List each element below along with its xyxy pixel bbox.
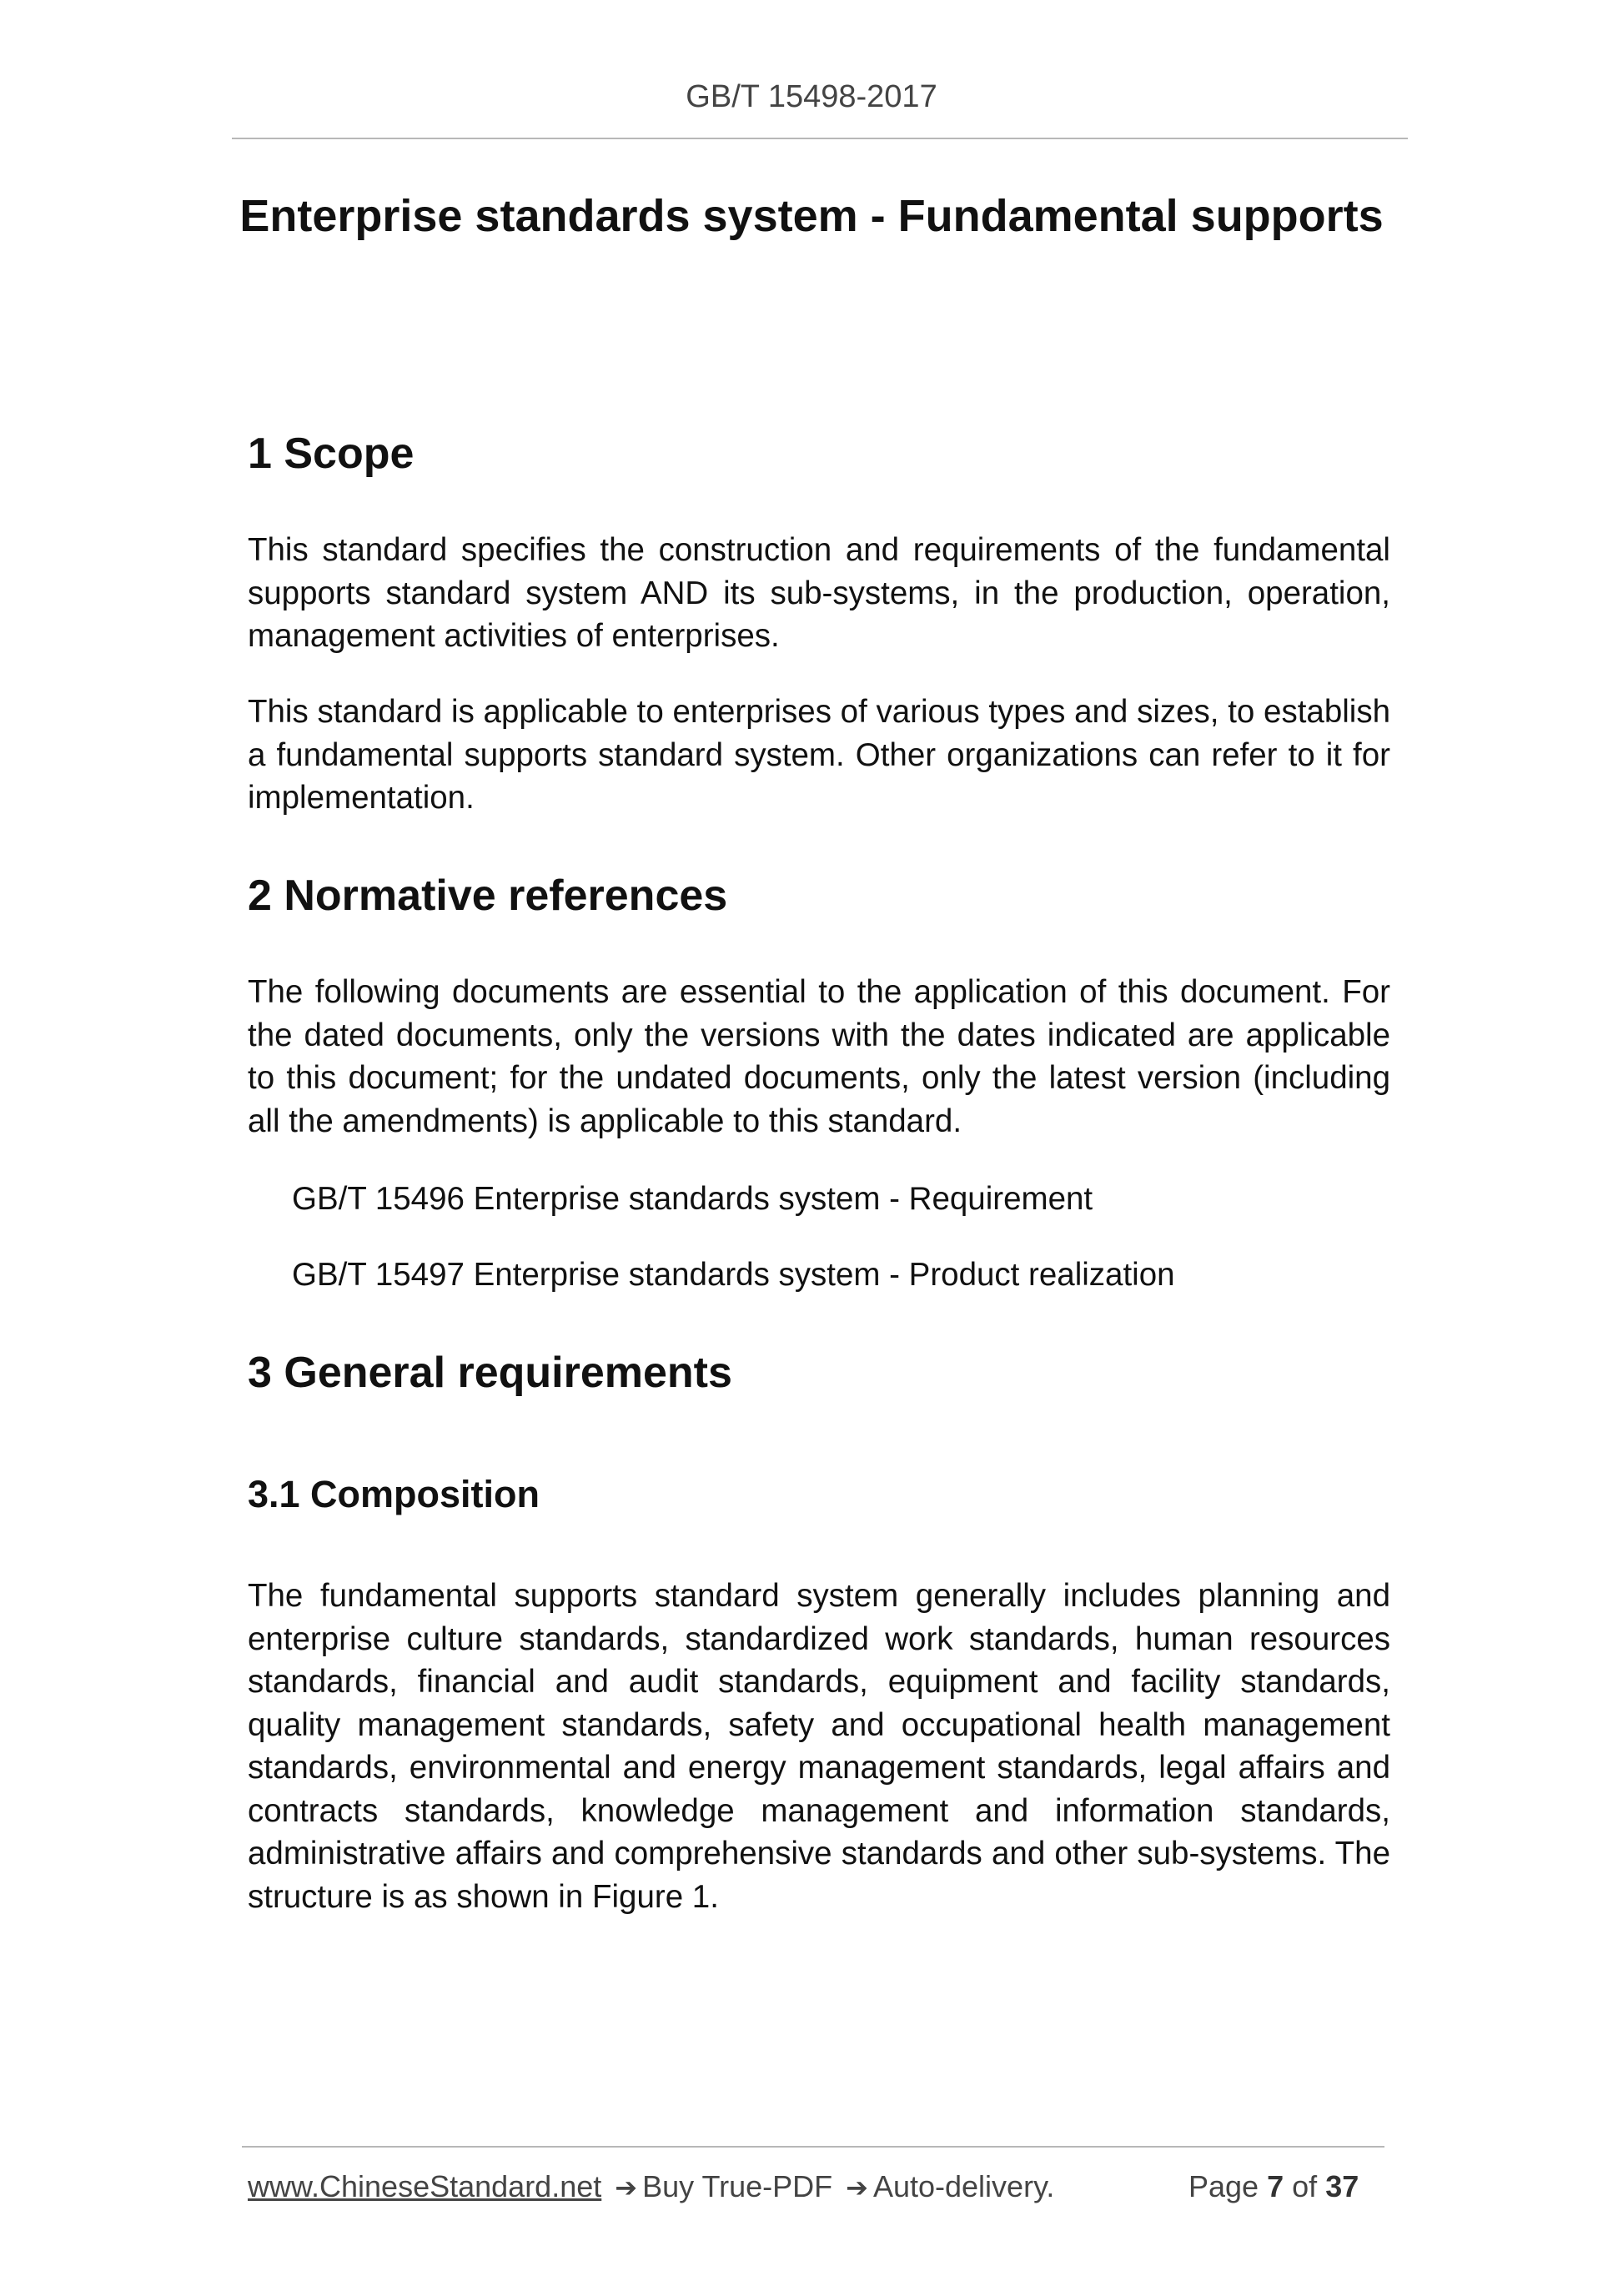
scope-paragraph-2: This standard is applicable to enterprises of various types and sizes, to establish a fundamental supports standard system. Other organizations can refer to it for implementation. (248, 694, 1390, 816)
header-divider (232, 138, 1408, 139)
document-title: Enterprise standards system - Fundamental supports (239, 191, 1384, 241)
reference-item: GB/T 15497 Enterprise standards system - Product realization (292, 1257, 1175, 1293)
section-heading-general-requirements: 3 General requirements (248, 1349, 732, 1397)
subsection-heading-composition: 3.1 Composition (248, 1473, 540, 1515)
buy-true-pdf-text: Buy True-PDF (642, 2169, 833, 2203)
right-arrow-icon: ➔ (615, 2172, 638, 2203)
scope-paragraph-1: This standard specifies the construction and requirements of the fundamental supports standard system AND its sub-systems, in the production, operation, management activities of enterprises. (248, 532, 1390, 654)
footer-divider (242, 2146, 1384, 2148)
section-heading-scope: 1 Scope (248, 430, 415, 478)
normative-references-paragraph: The following documents are essential to the application of this document. For the dated documents, only the versions with the dates indicated are applicable to this document; for the undated documents, only the latest version (including all the amendments) is applicable to this standard. (248, 974, 1390, 1139)
right-arrow-icon: ➔ (846, 2172, 868, 2203)
of-label: of (1292, 2169, 1318, 2203)
page-label: Page (1188, 2169, 1259, 2203)
auto-delivery-text: Auto-delivery. (872, 2169, 1055, 2203)
reference-item: GB/T 15496 Enterprise standards system - Requirement (292, 1181, 1093, 1217)
current-page-number: 7 (1267, 2169, 1284, 2203)
total-pages-number: 37 (1325, 2169, 1359, 2203)
section-heading-normative-references: 2 Normative references (248, 872, 728, 920)
footer-promo (248, 2167, 1054, 2208)
website-link[interactable]: www.ChineseStandard.net (248, 2169, 602, 2203)
page-number (1188, 2167, 1359, 2207)
composition-paragraph: The fundamental supports standard system generally includes planning and enterprise culture standards, standardized work standards, human resources standards, financial and audit standards, equipment and facility standards, quality management standards, safety and occupational health management standards, environmental and energy management standards, legal affairs and contracts standards, knowledge management and information standards, administrative affairs and comprehensive standards and other sub-systems. The structure is as shown in Figure 1. (248, 1578, 1390, 1915)
page-header-standard-number: GB/T 15498-2017 (686, 79, 937, 114)
